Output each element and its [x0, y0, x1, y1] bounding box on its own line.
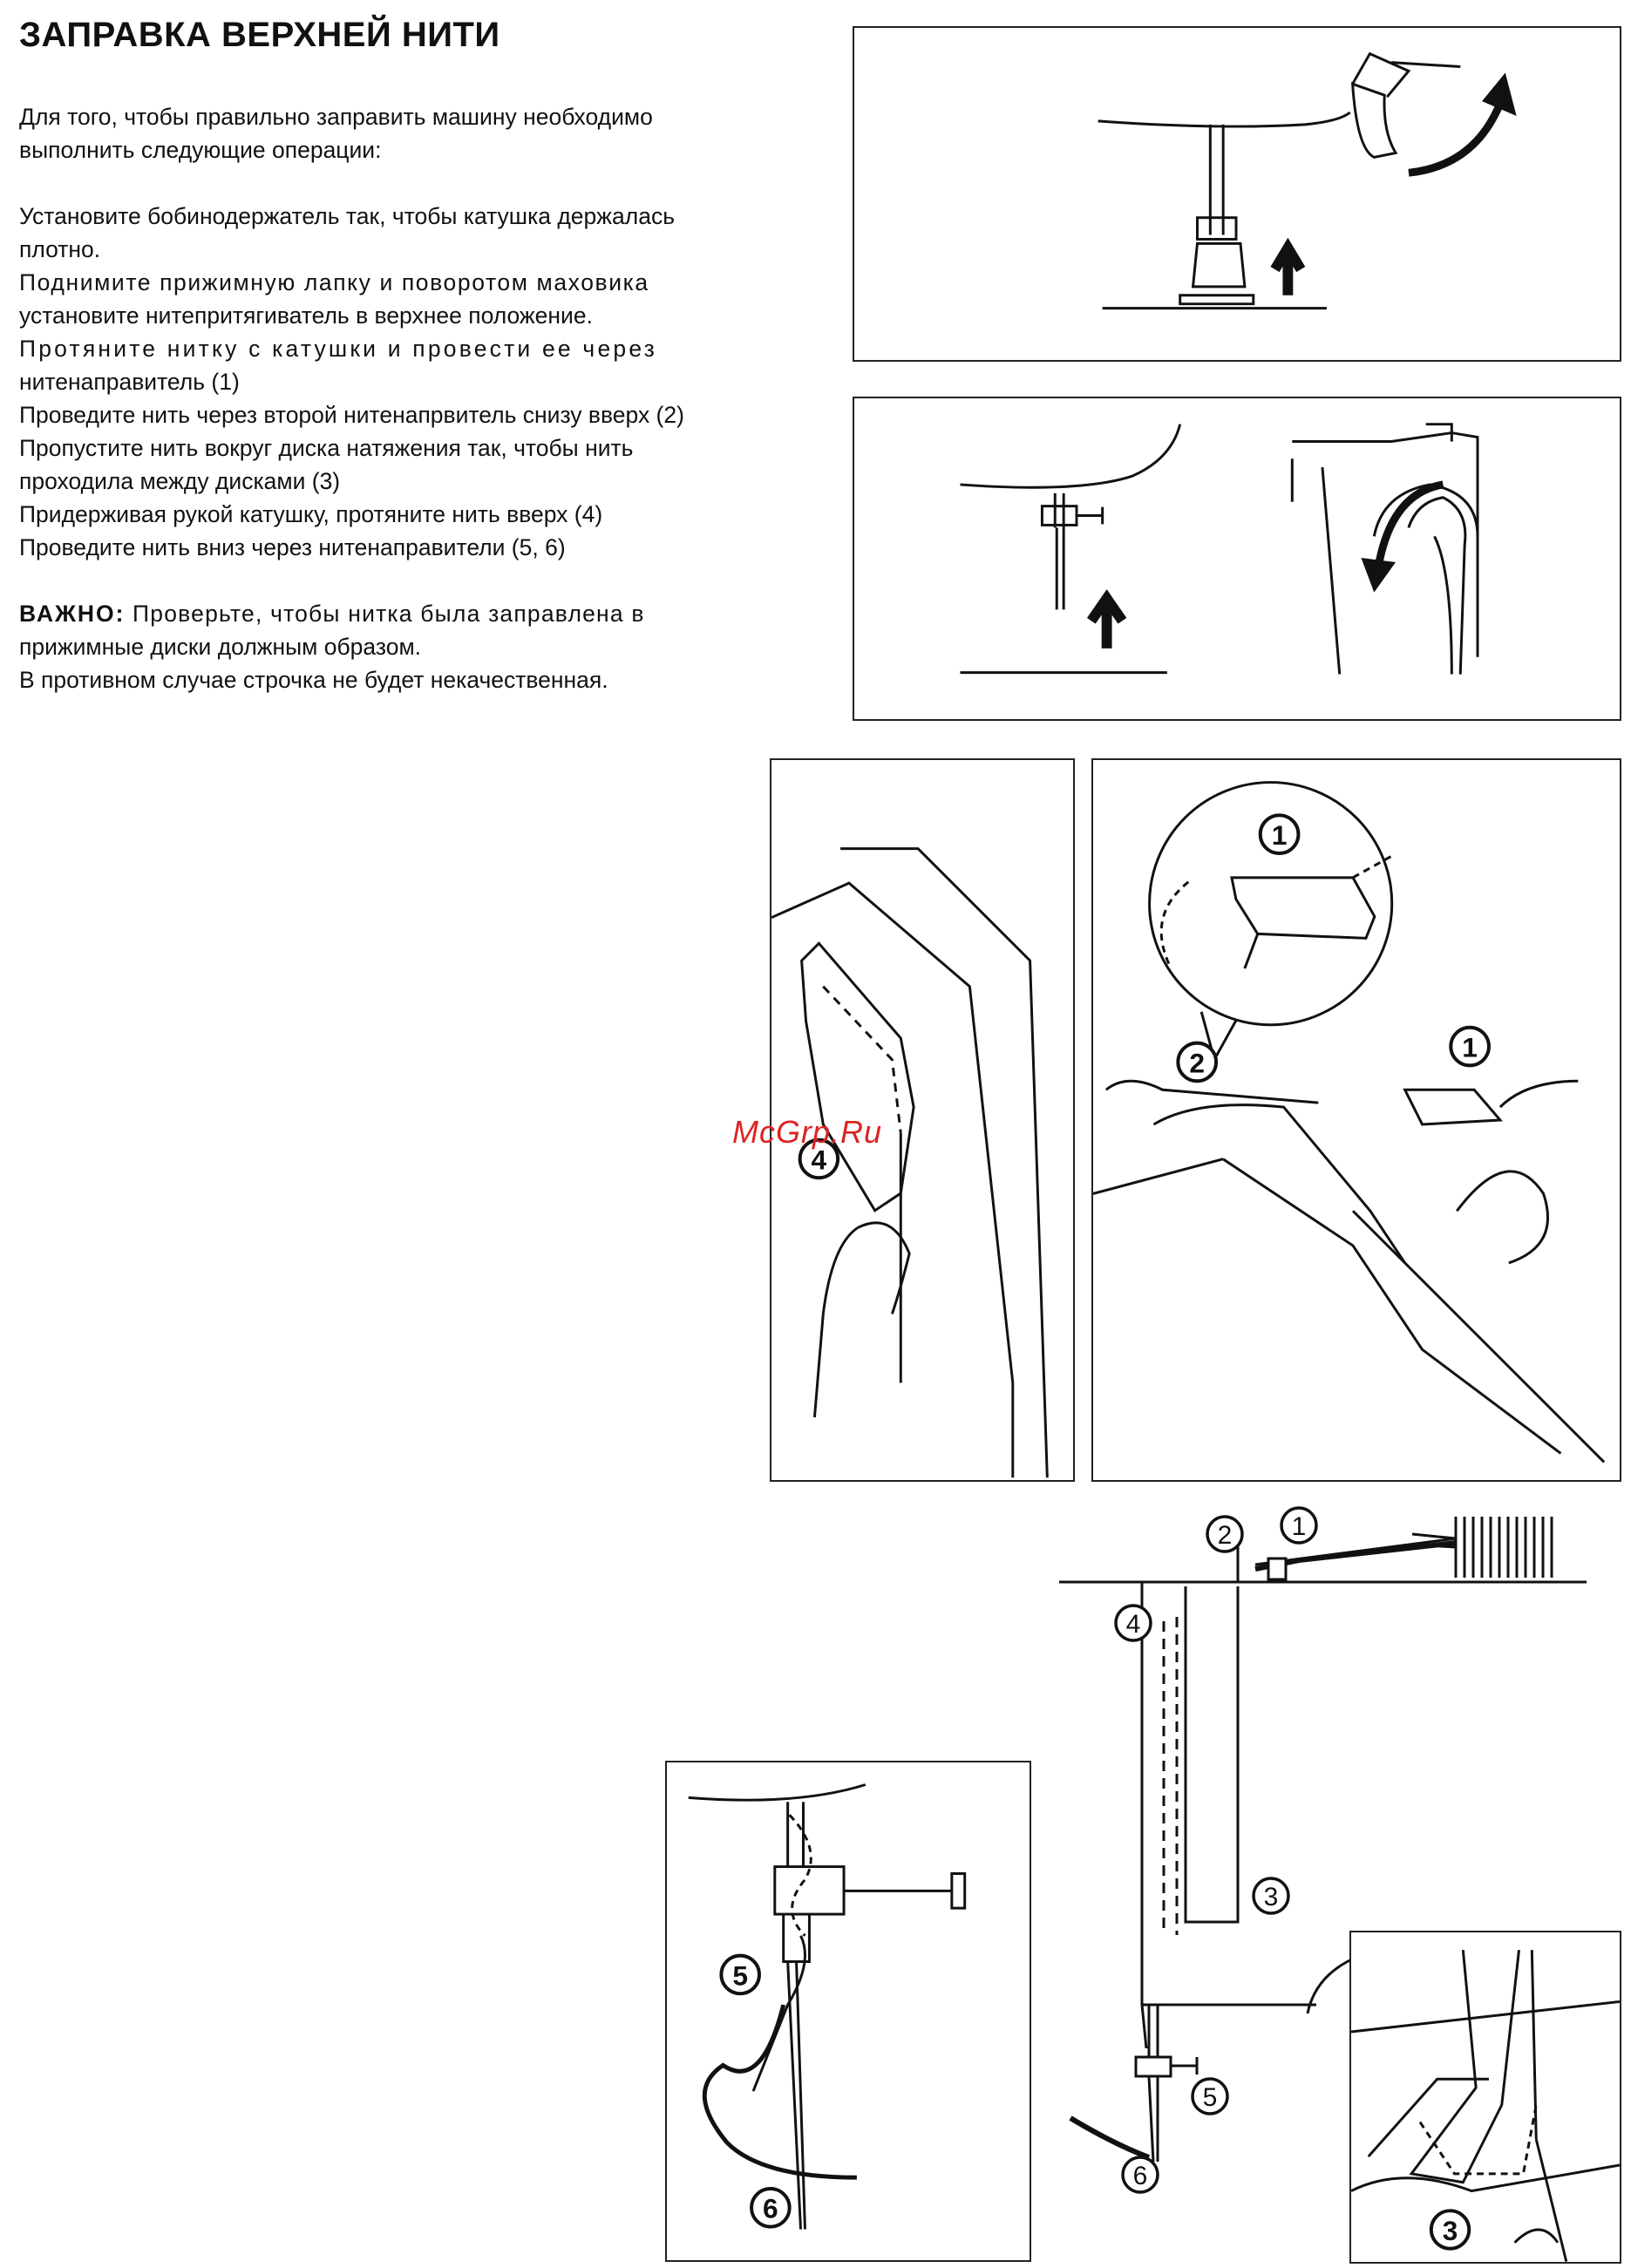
step-6: Придерживая рукой катушку, протяните нить вверх (4)	[19, 501, 603, 527]
presser-foot-drawing	[854, 28, 1620, 360]
figure-thread-guides	[1091, 758, 1621, 1482]
overview-callout-5: 5	[1202, 2083, 1218, 2112]
callout-2: 2	[1189, 1047, 1206, 1079]
overview-callout-3: 3	[1263, 1883, 1279, 1912]
step-2a: Поднимите прижимную лапку и поворотом маховика	[19, 269, 649, 295]
intro-line-1: Для того, чтобы правильно заправить машину необходимо	[19, 104, 653, 130]
important-label: ВАЖНО:	[19, 601, 126, 627]
step-7: Проведите нить вниз через нитенаправители (5, 6)	[19, 534, 566, 560]
callout-5: 5	[732, 1959, 749, 1992]
instructions-text	[19, 100, 795, 696]
important-line-2: прижимные диски должным образом.	[19, 634, 422, 660]
important-text-1: Проверьте, чтобы нитка была заправлена в	[125, 601, 645, 627]
intro-line-2: выполнить следующие операции:	[19, 137, 382, 163]
step-3a: Протяните нитку с катушки и провести ее через	[19, 336, 658, 362]
step-5b: проходила между дисками (3)	[19, 468, 341, 494]
callout-4: 4	[811, 1144, 827, 1176]
callout-3: 3	[1442, 2214, 1458, 2246]
figure-tension-discs	[1349, 1931, 1621, 2264]
figure-needle	[665, 1761, 1031, 2262]
curved-arrow-icon	[1409, 105, 1499, 173]
tension-discs-drawing	[1351, 1932, 1620, 2262]
up-arrow-icon	[1275, 248, 1301, 295]
overview-callout-2: 2	[1217, 1521, 1233, 1550]
important-line-3: В противном случае строчка не будет некачественная.	[19, 667, 608, 693]
figure-presser-foot	[853, 26, 1621, 362]
step-5a: Пропустите нить вокруг диска натяжения так, чтобы нить	[19, 435, 634, 461]
overview-callout-4: 4	[1125, 1610, 1141, 1639]
thread-guides-drawing	[1093, 760, 1620, 1480]
curved-arrow-icon	[1378, 485, 1443, 567]
overview-callout-1: 1	[1291, 1512, 1307, 1541]
callout-1: 1	[1462, 1031, 1478, 1063]
needle-drawing	[667, 1762, 1030, 2260]
step-2b: установите нитепритягиватель в верхнее положение.	[19, 302, 593, 329]
overview-callout-6: 6	[1132, 2162, 1148, 2190]
step-1a: Установите бобинодержатель так, чтобы катушка держалась	[19, 203, 676, 229]
callout-6: 6	[763, 2192, 778, 2224]
page-title: ЗАПРАВКА ВЕРХНЕЙ НИТИ	[19, 16, 500, 54]
callout-1-top: 1	[1271, 819, 1288, 852]
handwheel-drawing	[854, 398, 1620, 719]
watermark: McGrp.Ru	[732, 1114, 883, 1150]
step-4: Проведите нить через второй нитенапрвитель снизу вверх (2)	[19, 402, 684, 428]
up-arrow-icon	[1091, 599, 1123, 648]
step-1b: плотно.	[19, 236, 101, 262]
step-3b: нитенаправитель (1)	[19, 369, 240, 395]
figure-handwheel	[853, 397, 1621, 721]
overview-needle-drawing	[1062, 2005, 1288, 2266]
important-line-1	[19, 597, 795, 630]
